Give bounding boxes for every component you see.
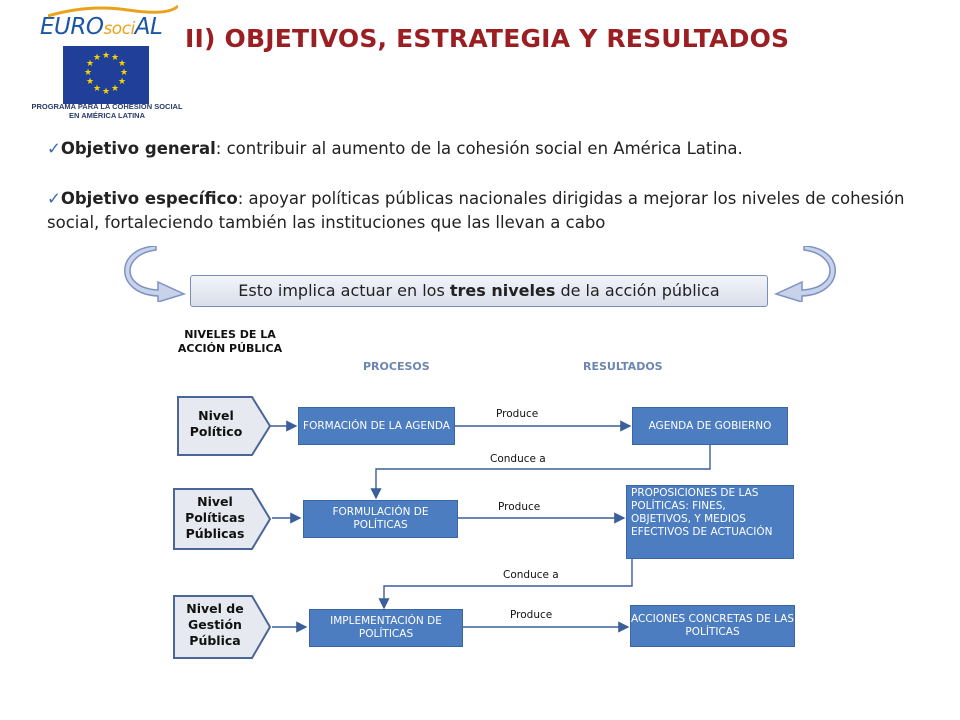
svg-text:★: ★ [119, 68, 129, 78]
banner-text-bold: tres niveles [449, 281, 556, 300]
logo-program-line2: EN AMÉRICA LATINA [69, 111, 145, 120]
produce-label-3: Produce [510, 609, 553, 621]
check-icon: ✓ [47, 139, 61, 158]
banner-text-post: de la acción pública [555, 281, 720, 300]
logo-program-line1: PROGRAMA PARA LA COHESIÓN SOCIAL [31, 102, 183, 111]
produce-label-2: Produce [498, 501, 541, 513]
banner-text-pre: Esto implica actuar en los [238, 281, 450, 300]
svg-text:★: ★ [117, 59, 127, 69]
svg-text:★: ★ [110, 84, 120, 94]
check-icon: ✓ [47, 189, 61, 208]
bullet-label: Objetivo general [60, 139, 216, 158]
process-box-agenda: FORMACIÓN DE LA AGENDA [298, 407, 455, 445]
produce-label-1: Produce [496, 408, 539, 420]
result-box-proposiciones: PROPOSICIONES DE LAS POLÍTICAS: FINES, OBJETIVOS, Y MEDIOS EFECTIVOS DE ACTUACIÓN [626, 485, 794, 559]
svg-text:★: ★ [101, 51, 111, 61]
result-box-acciones: ACCIONES CONCRETAS DE LAS POLÍTICAS [630, 605, 795, 647]
svg-text:★: ★ [83, 68, 93, 78]
level-line: Pública [189, 633, 241, 648]
level-gestion-label [175, 601, 255, 649]
resultados-header: RESULTADOS [583, 360, 663, 373]
bullet-text: : apoyar políticas públicas nacionales dirigidas a mejorar los niveles de cohesión social, fortaleciendo también las instituciones que las llevan a cabo [47, 189, 905, 232]
level-politico-label [178, 408, 254, 440]
level-line: Públicas [185, 526, 245, 541]
svg-text:★: ★ [85, 59, 95, 69]
svg-text:★: ★ [117, 77, 127, 87]
level-line: Nivel [197, 494, 233, 509]
conduce-label-1: Conduce a [490, 453, 546, 465]
bullet-text: : contribuir al aumento de la cohesión social en América Latina. [215, 139, 743, 158]
slide-title: II) OBJETIVOS, ESTRATEGIA Y RESULTADOS [185, 24, 790, 53]
level-line: Políticas [185, 510, 245, 525]
conduce-label-2: Conduce a [503, 569, 559, 581]
process-box-implementacion: IMPLEMENTACIÓN DE POLÍTICAS [309, 609, 463, 647]
level-line: Gestión [188, 617, 242, 632]
process-box-formulacion: FORMULACIÓN DE POLÍTICAS [303, 500, 458, 538]
svg-text:★: ★ [110, 53, 120, 63]
svg-text:★: ★ [92, 53, 102, 63]
level-line: Político [189, 424, 243, 439]
logo-word-soci: soci [103, 19, 135, 39]
result-box-agenda-gobierno: AGENDA DE GOBIERNO [632, 407, 788, 445]
levels-header: NIVELES DE LA ACCIÓN PÚBLICA [177, 328, 283, 355]
svg-text:★: ★ [85, 77, 95, 87]
level-politicas-label [175, 494, 255, 542]
svg-text:★: ★ [92, 84, 102, 94]
svg-text:★: ★ [101, 87, 111, 97]
logo-word-al: AL [134, 14, 163, 40]
level-line: Nivel de [186, 601, 244, 616]
procesos-header: PROCESOS [363, 360, 430, 373]
level-line: Nivel [198, 408, 234, 423]
bullet-label: Objetivo específico [60, 189, 238, 208]
logo-word-euro: EURO [40, 14, 104, 40]
